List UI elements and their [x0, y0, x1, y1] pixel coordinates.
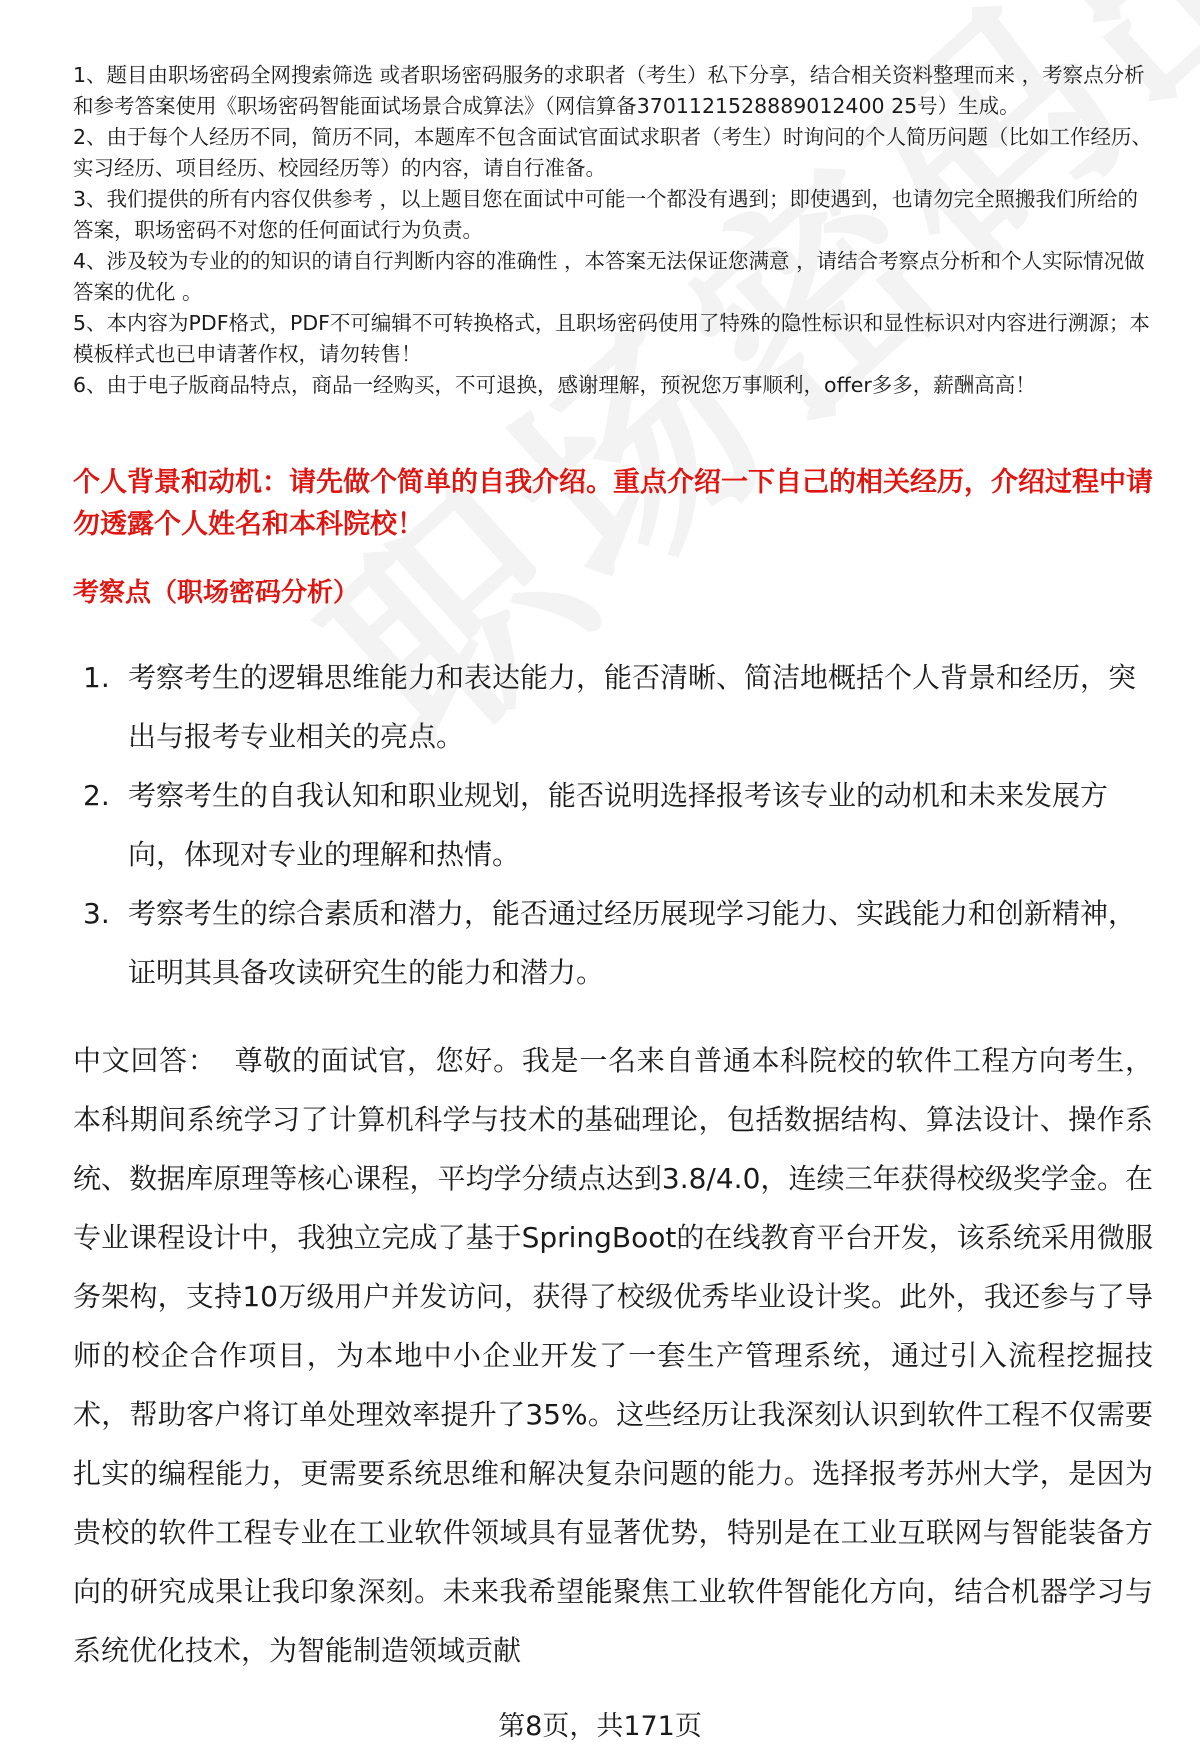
analysis-point	[73, 884, 1153, 1002]
question-title: 个人背景和动机：请先做个简单的自我介绍。重点介绍一下自己的相关经历，介绍过程中请勿透露个人姓名和本科院校！	[73, 467, 1153, 540]
point-number: 2.	[83, 779, 110, 812]
notice-block	[73, 60, 1153, 401]
point-text: 考察考生的综合素质和潜力，能否通过经历展现学习能力、实践能力和创新精神，证明其具备攻读研究生的能力和潜力。	[128, 897, 1137, 989]
point-number: 1.	[83, 661, 110, 694]
analysis-title: 考察点（职场密码分析）	[73, 578, 360, 608]
answer-paragraph	[73, 1031, 1153, 1680]
notice-item: 2、由于每个人经历不同，简历不同，本题库不包含面试官面试求职者（考生）时询问的个人简历问题（比如工作经历、实习经历、项目经历、校园经历等）的内容，请自行准备。	[73, 125, 1153, 180]
point-number: 3.	[83, 897, 110, 930]
notice-item: 5、本内容为PDF格式，PDF不可编辑不可转换格式，且职场密码使用了特殊的隐性标识和显性标识对内容进行溯源；本模板样式也已申请著作权，请勿转售！	[73, 311, 1150, 366]
notice-item: 4、涉及较为专业的的知识的请自行判断内容的准确性 ，本答案无法保证您满意 ，请结合考察点分析和个人实际情况做答案的优化 。	[73, 249, 1145, 304]
answer-label: 中文回答：	[73, 1044, 217, 1077]
notice-item: 3、我们提供的所有内容仅供参考 ，以上题目您在面试中可能一个都没有遇到；即使遇到，也请勿完全照搬我们所给的答案，职场密码不对您的任何面试行为负责。	[73, 187, 1139, 242]
analysis-point	[73, 648, 1153, 766]
answer-text: 尊敬的面试官，您好。我是一名来自普通本科院校的软件工程方向考生，本科期间系统学习了计算机科学与技术的基础理论，包括数据结构、算法设计、操作系统、数据库原理等核心课程，平均学分绩点达到3.8/4.0，连续三年获得校级奖学金。在专业课程设计中，我独立完成了基于SpringBoot的在线教育平台开发，该系统采用微服务架构，支持10万级用户并发访问，获得了校级优秀毕业设计奖。此外，我还参与了导师的校企合作项目，为本地中小企业开发了一套生产管理系统，通过引入流程挖掘技术，帮助客户将订单处理效率提升了35%。这些经历让我深刻认识到软件工程不仅需要扎实的编程能力，更需要系统思维和解决复杂问题的能力。选择报考苏州大学，是因为贵校的软件工程专业在工业软件领域具有显著优势，特别是在工业互联网与智能装备方向的研究成果让我印象深刻。未来我希望能聚焦工业软件智能化方向，结合机器学习与系统优化技术，为智能制造领域贡献	[73, 1044, 1153, 1667]
analysis-points	[73, 648, 1153, 1002]
notice-item: 1、题目由职场密码全网搜索筛选 或者职场密码服务的求职者（考生）私下分享，结合相关资料整理而来 ，考察点分析和参考答案使用《职场密码智能面试场景合成算法》（网信算备3701121528889012400 25号）生成。	[73, 63, 1145, 118]
point-text: 考察考生的逻辑思维能力和表达能力，能否清晰、简洁地概括个人背景和经历，突出与报考专业相关的亮点。	[128, 661, 1137, 753]
analysis-point	[73, 766, 1153, 884]
page-number: 第8页，共171页	[498, 1711, 702, 1742]
notice-item: 6、由于电子版商品特点，商品一经购买，不可退换，感谢理解，预祝您万事顺利，offer多多，薪酬高高！	[73, 373, 1036, 397]
point-text: 考察考生的自我认知和职业规划，能否说明选择报考该专业的动机和未来发展方向，体现对专业的理解和热情。	[128, 779, 1109, 871]
